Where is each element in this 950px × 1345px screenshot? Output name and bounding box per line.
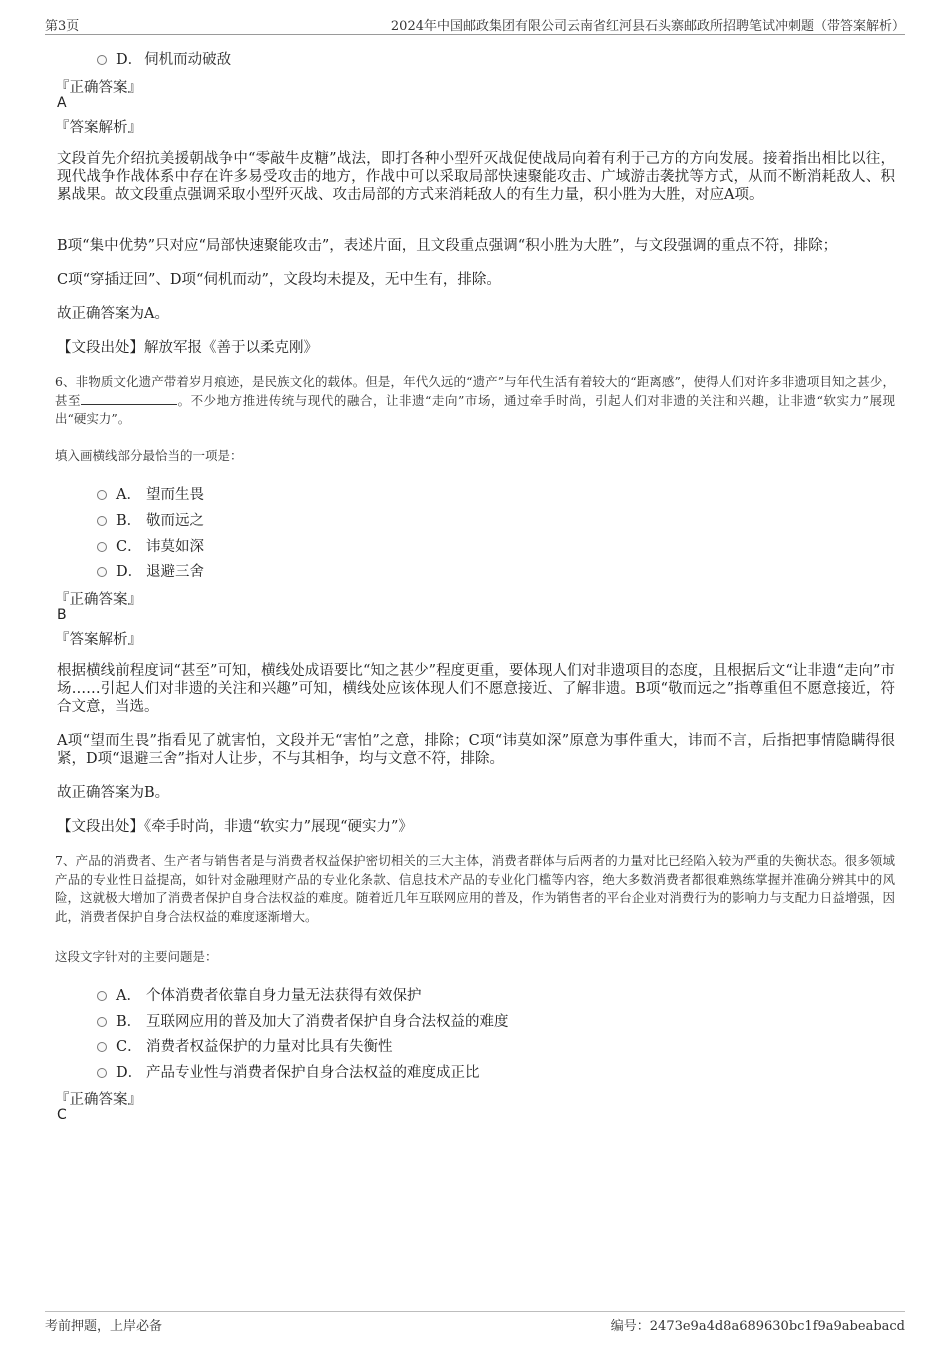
q6-stem: 6、非物质文化遗产带着岁月痕迹，是民族文化的载体。但是，年代久远的“遗产”与年代生活有着较大的“距离感”，使得人们对许多非遗项目知之甚少，甚至 。不少地方推进传统与现代的融合，让非遗“走向”市场，通过牵手时尚，引起人们对非遗的关注和兴趣，让非遗“软实力”展现出“硬实力”。 <box>55 374 895 426</box>
radio-icon[interactable] <box>97 1068 107 1078</box>
page-header <box>45 14 905 35</box>
radio-icon[interactable] <box>97 1042 107 1052</box>
q6-analysis-paragraph: 根据横线前程度词“甚至”可知，横线处成语要比“知之甚少”程度更重，要体现人们对非遗项目的态度，且根据后文“让非遗“走向”市场……引起人们对非遗的关注和兴趣”可知，横线处应该体现人们不愿意接近、了解非遗。B项“敬而远之”指尊重但不愿意接近，符合文意，当选。 <box>57 663 895 715</box>
q7-answer: C <box>57 1107 67 1123</box>
radio-icon[interactable] <box>97 516 107 526</box>
q6-analysis-label: 『答案解析』 <box>55 632 142 648</box>
q7-option-b[interactable]: B． 互联网应用的普及加大了消费者保护自身合法权益的难度 <box>97 1010 509 1031</box>
q6-option-d[interactable]: D． 退避三舍 <box>97 560 204 581</box>
q7-stem: 7、产品的消费者、生产者与销售者是与消费者权益保护密切相关的三大主体，消费者群体与后两者的力量对比已经陷入较为严重的失衡状态。很多领域产品的专业性日益提高，如针对金融理财产品的专业化条款、信息技术产品的专业化门槛等内容，绝大多数消费者都很难熟练掌握并准确分辨其中的风险，这就极大增加了消费者保护自身合法权益的难度。随着近几年互联网应用的普及，作为销售者的平台企业对消费行为的影响力与支配力日益增强，因此，消费者保护自身合法权益的难度逐渐增大。 <box>55 853 895 924</box>
q5-analysis-paragraph: C项“穿插迂回”、D项“伺机而动”，文段均未提及，无中生有，排除。 <box>57 272 501 288</box>
q6-analysis-paragraph: A项“望而生畏”指看见了就害怕，文段并无“害怕”之意，排除；C项“讳莫如深”原意为事件重大，讳而不言，后指把事情隐瞒得很紧，D项“退避三舍”指对人让步，不与其相争，均与文意不符，排除。 <box>57 733 895 767</box>
q7-prompt: 这段文字针对的主要问题是： <box>55 949 218 964</box>
radio-icon[interactable] <box>97 1017 107 1027</box>
q6-analysis-paragraph: 故正确答案为B。 <box>57 785 170 801</box>
radio-icon[interactable] <box>97 567 107 577</box>
q6-option-b[interactable]: B． 敬而远之 <box>97 509 204 530</box>
page-footer <box>45 1311 905 1336</box>
q7-option-c[interactable]: C． 消费者权益保护的力量对比具有失衡性 <box>97 1035 393 1056</box>
radio-icon[interactable] <box>97 490 107 500</box>
q7-answer-label: 『正确答案』 <box>55 1092 142 1108</box>
q6-answer: B <box>57 607 67 623</box>
radio-icon[interactable] <box>97 991 107 1001</box>
q5-option-d[interactable]: D． 伺机而动破敌 <box>97 48 231 69</box>
footer-serial: 编号：2473e9a4d8a689630bc1f9a9abeabacd <box>610 1319 905 1334</box>
q5-analysis-label: 『答案解析』 <box>55 120 142 136</box>
q5-analysis-paragraph: 文段首先介绍抗美援朝战争中“零敲牛皮糖”战法，即打各种小型歼灭战促使战局向着有利于己方的方向发展。接着指出相比以往，现代战争作战体系中存在许多易受攻击的地方，作战中可以采取局部快速聚能攻击、广域游击袭扰等方式，从而不断消耗敌人、积累战果。故文段重点强调采取小型歼灭战、攻击局部的方式来消耗敌人的有生力量，积小胜为大胜，对应A项。 <box>57 151 895 203</box>
q7-option-d[interactable]: D． 产品专业性与消费者保护自身合法权益的难度成正比 <box>97 1061 480 1082</box>
q7-option-a[interactable]: A． 个体消费者依靠自身力量无法获得有效保护 <box>97 984 422 1005</box>
q5-analysis-paragraph: B项“集中优势”只对应“局部快速聚能攻击”，表述片面，且文段重点强调“积小胜为大胜”，与文段强调的重点不符，排除； <box>57 238 838 254</box>
footer-slogan: 考前押题，上岸必备 <box>45 1319 163 1334</box>
q5-source: 【文段出处】解放军报《善于以柔克刚》 <box>57 340 318 356</box>
q6-prompt: 填入画横线部分最恰当的一项是： <box>55 448 243 463</box>
q5-answer-label: 『正确答案』 <box>55 80 142 96</box>
q6-answer-label: 『正确答案』 <box>55 592 142 608</box>
radio-icon[interactable] <box>97 542 107 552</box>
fill-blank <box>81 394 177 405</box>
q5-analysis-paragraph: 故正确答案为A。 <box>57 306 169 322</box>
document-title: 2024年中国邮政集团有限公司云南省红河县石头寨邮政所招聘笔试冲刺题（带答案解析） <box>390 19 905 34</box>
q6-option-a[interactable]: A． 望而生畏 <box>97 483 204 504</box>
q5-answer: A <box>57 95 67 111</box>
q6-option-c[interactable]: C． 讳莫如深 <box>97 535 204 556</box>
page-number: 第3页 <box>45 19 80 34</box>
radio-icon[interactable] <box>97 55 107 65</box>
q6-source: 【文段出处】《牵手时尚，非遗“软实力”展现“硬实力”》 <box>57 819 413 835</box>
